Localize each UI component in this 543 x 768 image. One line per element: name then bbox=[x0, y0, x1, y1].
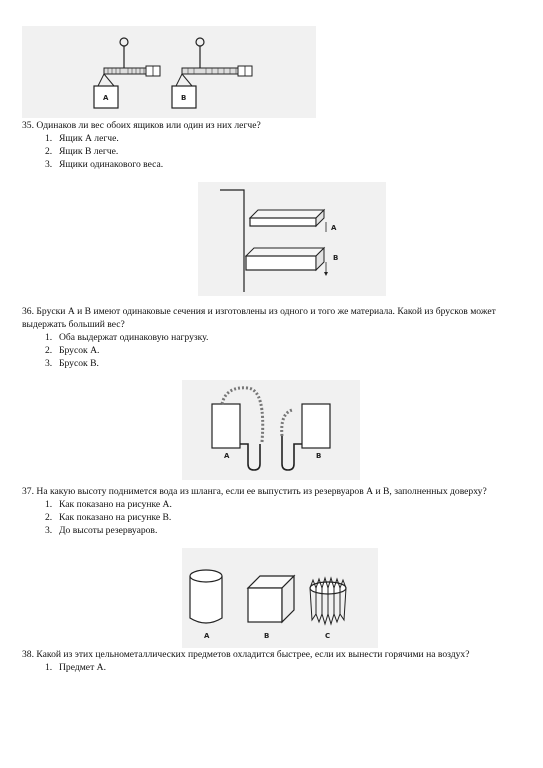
question-37-options bbox=[45, 498, 172, 537]
option-text: Как показано на рисунке А. bbox=[59, 499, 172, 510]
option-item: 1. Оба выдержат одинаковую нагрузку. bbox=[45, 332, 209, 343]
q36-label-a: A bbox=[331, 224, 337, 232]
q37-label-b: B bbox=[316, 452, 322, 460]
question-36-stem: 36. Бруски А и В имеют одинаковые сечения и изготовлены из одного и того же материала. Какой из брусков может выдержать больший вес? bbox=[22, 306, 496, 330]
question-38-stem: 38. Какой из этих цельнометаллических предметов охладится быстрее, если их вынести горячими на воздух? bbox=[22, 649, 470, 660]
option-text: До высоты резервуаров. bbox=[59, 525, 158, 536]
q38-label-a: A bbox=[204, 632, 210, 640]
option-item: 3. Брусок В. bbox=[45, 358, 99, 369]
q35-label-b: B bbox=[181, 94, 187, 102]
option-item: 2. Как показано на рисунке В. bbox=[45, 512, 172, 523]
question-38-options bbox=[45, 661, 106, 674]
option-item: 3. До высоты резервуаров. bbox=[45, 525, 158, 536]
q37-label-a: A bbox=[224, 452, 230, 460]
question-36-options bbox=[45, 331, 208, 370]
question-37-stem: 37. На какую высоту поднимется вода из шланга, если ее выпустить из резервуаров А и В, заполненных доверху? bbox=[22, 486, 487, 497]
option-text: Ящики одинакового веса. bbox=[59, 159, 164, 170]
figure-q35-hanging-boxes bbox=[22, 26, 316, 118]
option-text: Брусок А. bbox=[59, 345, 100, 356]
option-text: Предмет А. bbox=[59, 662, 106, 673]
option-item: 2. Ящик В легче. bbox=[45, 146, 119, 157]
option-item: 1. Ящик А легче. bbox=[45, 133, 119, 144]
option-item: 1. Как показано на рисунке А. bbox=[45, 499, 172, 510]
figure-q36-beams bbox=[198, 182, 386, 296]
q35-label-a: A bbox=[103, 94, 109, 102]
figure-q38-metal-objects bbox=[182, 548, 378, 648]
option-text: Брусок В. bbox=[59, 358, 99, 369]
option-text: Ящик В легче. bbox=[59, 146, 119, 157]
question-35-options bbox=[45, 132, 163, 171]
option-text: Оба выдержат одинаковую нагрузку. bbox=[59, 332, 209, 343]
q36-label-b: B bbox=[333, 254, 339, 262]
option-text: Как показано на рисунке В. bbox=[59, 512, 172, 523]
option-item: 1. Предмет А. bbox=[45, 662, 106, 673]
option-text: Ящик А легче. bbox=[59, 133, 119, 144]
option-item: 2. Брусок А. bbox=[45, 345, 100, 356]
figure-q37-reservoirs bbox=[182, 380, 360, 480]
option-item: 3. Ящики одинакового веса. bbox=[45, 159, 164, 170]
q38-label-c: C bbox=[325, 632, 331, 640]
q38-label-b: B bbox=[264, 632, 270, 640]
question-35-stem: 35. Одинаков ли вес обоих ящиков или один из них легче? bbox=[22, 120, 261, 131]
